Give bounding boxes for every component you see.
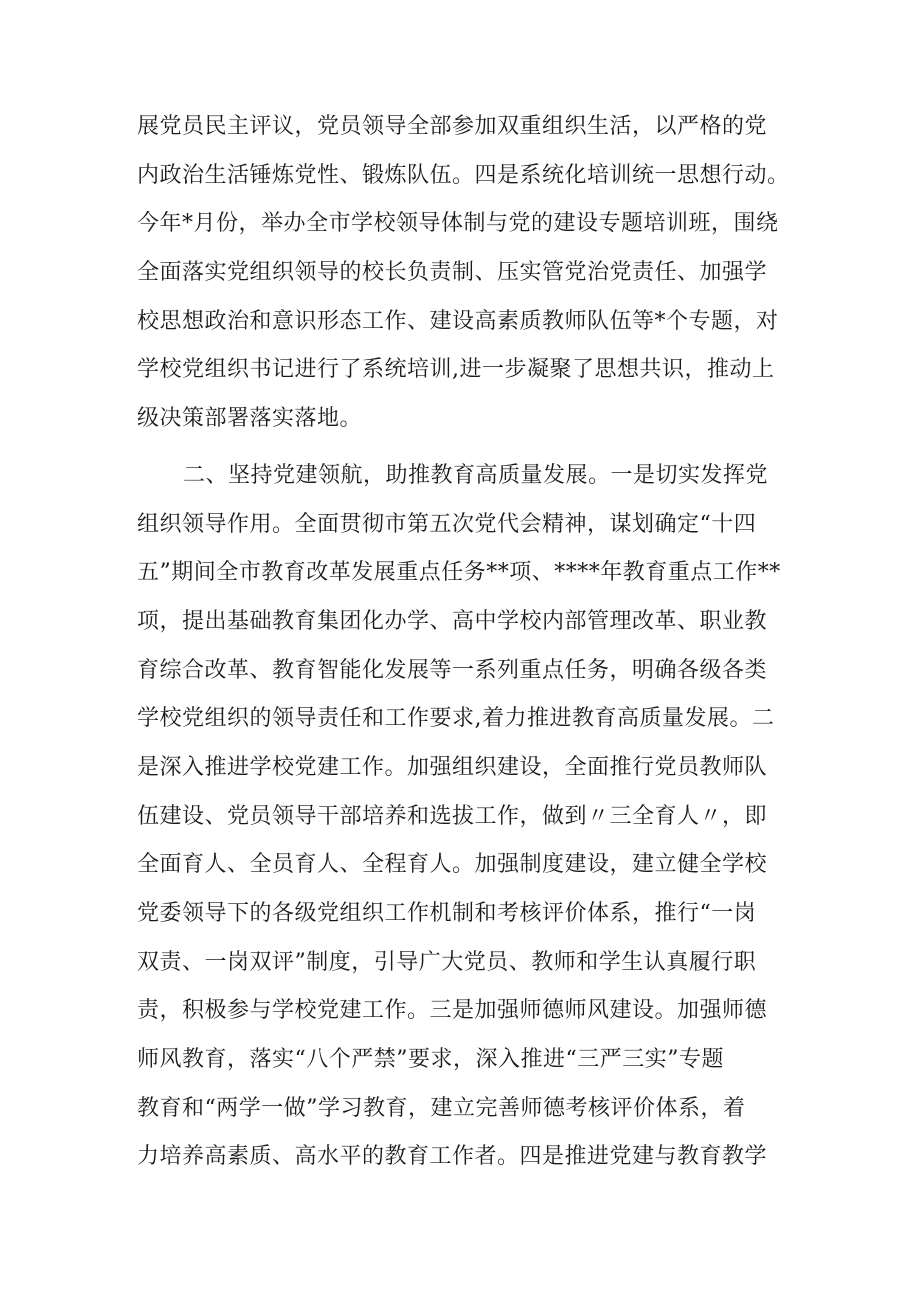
text-line: 二、坚持党建领航，助推教育高质量发展。一是切实发挥党 <box>183 462 769 488</box>
text-line: 五”期间全市教育改革发展重点任务**项、****年教育重点工作** <box>137 560 781 586</box>
text-line: 今年*月份，举办全市学校领导体制与党的建设专题培训班，围绕 <box>137 211 779 237</box>
text-line: 双责、一岗双评”制度，引导广大党员、教师和学生认真履行职 <box>137 949 757 975</box>
text-line: 学校党组织书记进行了系统培训,进一步凝聚了思想共识，推动上 <box>137 357 775 383</box>
text-line: 党委领导下的各级党组织工作机制和考核评价体系，推行“一岗 <box>137 901 757 926</box>
body-text <box>137 103 797 1182</box>
text-line: 师风教育，落实“八个严禁”要求，深入推进“三严三实”专题 <box>137 1047 724 1073</box>
text-line: 展党员民主评议，党员领导全部参加双重组织生活，以严格的党 <box>137 114 768 139</box>
paragraph-1 <box>137 103 797 444</box>
text-line: 学校党组织的领导责任和工作要求,着力推进教育高质量发展。二 <box>137 706 775 732</box>
text-line: 全面育人、全员育人、全程育人。加强制度建设，建立健全学校 <box>137 852 768 878</box>
text-line: 校思想政治和意识形态工作、建设高素质教师队伍等*个专题，对 <box>137 308 779 334</box>
text-line: 项，提出基础教育集团化办学、高中学校内部管理改革、职业教 <box>137 608 768 634</box>
text-line: 级决策部署落实落地。 <box>137 406 363 432</box>
text-line: 全面落实党组织领导的校长负责制、压实管党治党责任、加强学 <box>137 260 768 286</box>
text-line: 责，积极参与学校党建工作。三是加强师德师风建设。加强师德 <box>137 998 768 1024</box>
text-line: 内政治生活锤炼党性、锻炼队伍。四是系统化培训统一思想行动。 <box>137 162 790 188</box>
text-line: 力培养高素质、高水平的教育工作者。四是推进党建与教育教学 <box>137 1144 768 1170</box>
text-line: 育综合改革、教育智能化发展等一系列重点任务，明确各级各类 <box>137 657 768 683</box>
text-line: 教育和“两学一做”学习教育，建立完善师德考核评价体系，着 <box>137 1095 746 1121</box>
text-line: 组织领导作用。全面贯彻市第五次党代会精神，谋划确定“十四 <box>137 511 757 537</box>
text-line: 伍建设、党员领导干部培养和选拔工作，做到〃三全育人〃，即 <box>137 803 768 829</box>
paragraph-2 <box>137 452 797 1182</box>
text-line: 是深入推进学校党建工作。加强组织建设，全面推行党员教师队 <box>137 754 768 780</box>
